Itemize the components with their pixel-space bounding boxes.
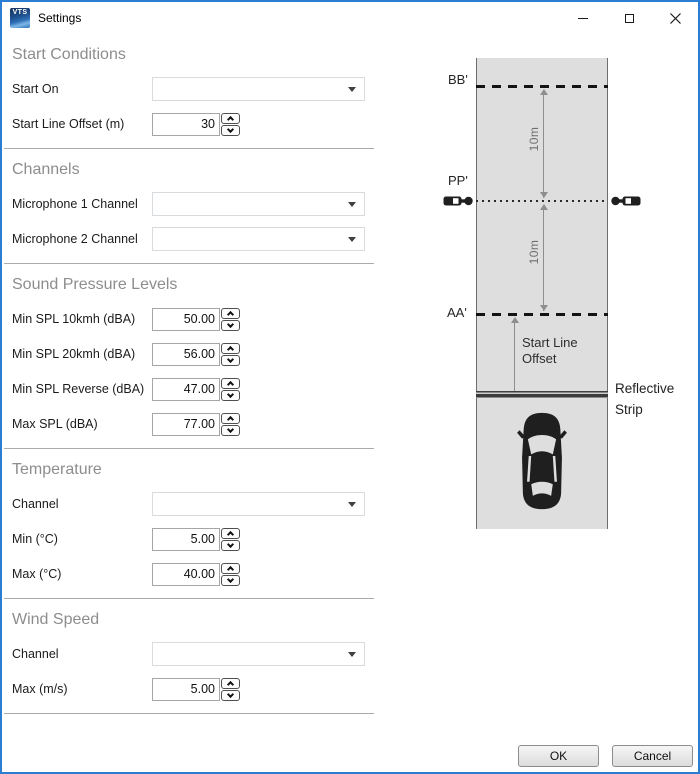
reflective-strip-label: Reflective Strip [615,381,675,417]
spin-up-button[interactable] [221,678,240,689]
temperature-max-spinner [152,563,240,586]
start-line-offset-input[interactable] [152,113,220,136]
section-title-channels: Channels [12,161,80,178]
spin-down-button[interactable] [221,355,240,366]
spin-down-button[interactable] [221,540,240,551]
spin-up-button[interactable] [221,308,240,319]
form-row [12,113,376,135]
max-spl-spinner [152,413,240,436]
spin-down-button[interactable] [221,575,240,586]
section-divider [4,598,374,599]
dialog-footer [518,745,693,767]
min-spl-reverse-spinner [152,378,240,401]
temperature-channel-dropdown[interactable] [152,492,365,516]
form-row [12,228,376,250]
spin-down-button[interactable] [221,425,240,436]
chevron-down-icon [227,320,234,327]
close-button[interactable] [652,2,698,34]
spinner-buttons [221,113,240,136]
spinner-buttons [221,528,240,551]
start-line-offset-arrow [514,319,515,391]
chevron-down-icon [348,237,356,242]
section-divider [4,448,374,449]
form-row [12,643,376,665]
chevron-up-icon [227,380,234,387]
dimension-arrow [543,205,544,311]
spin-up-button[interactable] [221,528,240,539]
spinner-buttons [221,563,240,586]
form-row [12,193,376,215]
field-label: Channel [12,647,59,661]
reflective-strip [476,391,608,398]
form-row [12,343,376,365]
temperature-min-input[interactable] [152,528,220,551]
spin-down-button[interactable] [221,125,240,136]
section-title-wind-speed: Wind Speed [12,611,100,628]
pp-line-label: PP' [448,173,468,188]
field-label: Min SPL Reverse (dBA) [12,382,145,396]
field-label: Max (m/s) [12,682,68,696]
car-top-view-icon [517,412,567,510]
field-label: Min SPL 10kmh (dBA) [12,312,136,326]
wind-speed-max-input[interactable] [152,678,220,701]
spin-up-button[interactable] [221,413,240,424]
chevron-up-icon [227,415,234,422]
form-row [12,528,376,550]
arrowhead-down-icon [540,192,548,198]
chevron-down-icon [227,575,234,582]
test-track-diagram [432,48,698,540]
spin-up-button[interactable] [221,378,240,389]
bb-line-label: BB' [448,72,468,87]
form-row [12,308,376,330]
spin-down-button[interactable] [221,320,240,331]
form-row [12,678,376,700]
spinner-buttons [221,308,240,331]
field-label: Min SPL 20kmh (dBA) [12,347,136,361]
microphone-1-channel-dropdown[interactable] [152,192,365,216]
microphone-left-icon [443,194,473,206]
start-line-offset-spinner [152,113,240,136]
aa-dashed-line [476,313,608,316]
chevron-down-icon [227,390,234,397]
section-divider [4,713,374,714]
section-divider [4,148,374,149]
field-label: Start Line Offset (m) [12,117,125,131]
field-label: Min (°C) [12,532,58,546]
min-spl-10kmh-spinner [152,308,240,331]
section-title-temperature: Temperature [12,461,102,478]
chevron-up-icon [227,565,234,572]
titlebar[interactable] [2,2,698,34]
settings-form [10,34,376,714]
field-label: Max (°C) [12,567,62,581]
arrowhead-up-icon [511,317,519,323]
start-line-offset-label: Start Line Offset [522,335,578,366]
chevron-down-icon [348,652,356,657]
window-controls [560,2,698,34]
chevron-up-icon [227,115,234,122]
field-label: Microphone 2 Channel [12,232,138,246]
arrowhead-up-icon [540,89,548,95]
maximize-button[interactable] [606,2,652,34]
chevron-up-icon [227,345,234,352]
cancel-button[interactable]: Cancel [612,745,693,767]
maximize-icon [625,14,634,23]
chevron-up-icon [227,530,234,537]
dimension-arrow [543,90,544,198]
field-label: Microphone 1 Channel [12,197,138,211]
chevron-down-icon [227,355,234,362]
spin-up-button[interactable] [221,563,240,574]
chevron-down-icon [348,87,356,92]
temperature-min-spinner [152,528,240,551]
dimension-10m-bottom: 10m [527,239,541,265]
form-row [12,413,376,435]
microphone-2-channel-dropdown[interactable] [152,227,365,251]
chevron-down-icon [227,540,234,547]
spin-up-button[interactable] [221,343,240,354]
form-row [12,78,376,100]
app-icon: VTS [10,8,30,28]
wind-speed-channel-dropdown[interactable] [152,642,365,666]
minimize-button[interactable] [560,2,606,34]
chevron-up-icon [227,310,234,317]
min-spl-reverse-input[interactable] [152,378,220,401]
form-row [12,493,376,515]
max-spl-input[interactable] [152,413,220,436]
arrowhead-down-icon [540,305,548,311]
chevron-down-icon [227,125,234,132]
close-icon [670,13,681,24]
spinner-buttons [221,678,240,701]
min-spl-20kmh-input[interactable] [152,343,220,366]
chevron-up-icon [227,680,234,687]
chevron-down-icon [227,425,234,432]
spinner-buttons [221,378,240,401]
start-on-dropdown[interactable] [152,77,365,101]
spinner-buttons [221,413,240,436]
window-title: Settings [38,11,82,25]
field-label: Max SPL (dBA) [12,417,98,431]
chevron-down-icon [348,502,356,507]
spinner-buttons [221,343,240,366]
min-spl-20kmh-spinner [152,343,240,366]
temperature-max-input[interactable] [152,563,220,586]
spin-down-button[interactable] [221,390,240,401]
section-title-sound-pressure-levels: Sound Pressure Levels [12,276,178,293]
form-row [12,563,376,585]
pp-dotted-line [476,200,608,202]
form-row [12,378,376,400]
spin-down-button[interactable] [221,690,240,701]
min-spl-10kmh-input[interactable] [152,308,220,331]
spin-up-button[interactable] [221,113,240,124]
bb-dashed-line [476,85,608,88]
section-divider [4,263,374,264]
field-label: Start On [12,82,59,96]
arrowhead-up-icon [540,204,548,210]
minimize-icon [578,18,588,19]
section-title-start-conditions: Start Conditions [12,46,126,63]
ok-button[interactable]: OK [518,745,599,767]
wind-speed-max-spinner [152,678,240,701]
chevron-down-icon [348,202,356,207]
field-label: Channel [12,497,59,511]
aa-line-label: AA' [447,305,467,320]
microphone-right-icon [611,194,641,206]
chevron-down-icon [227,690,234,697]
dimension-10m-top: 10m [527,126,541,152]
